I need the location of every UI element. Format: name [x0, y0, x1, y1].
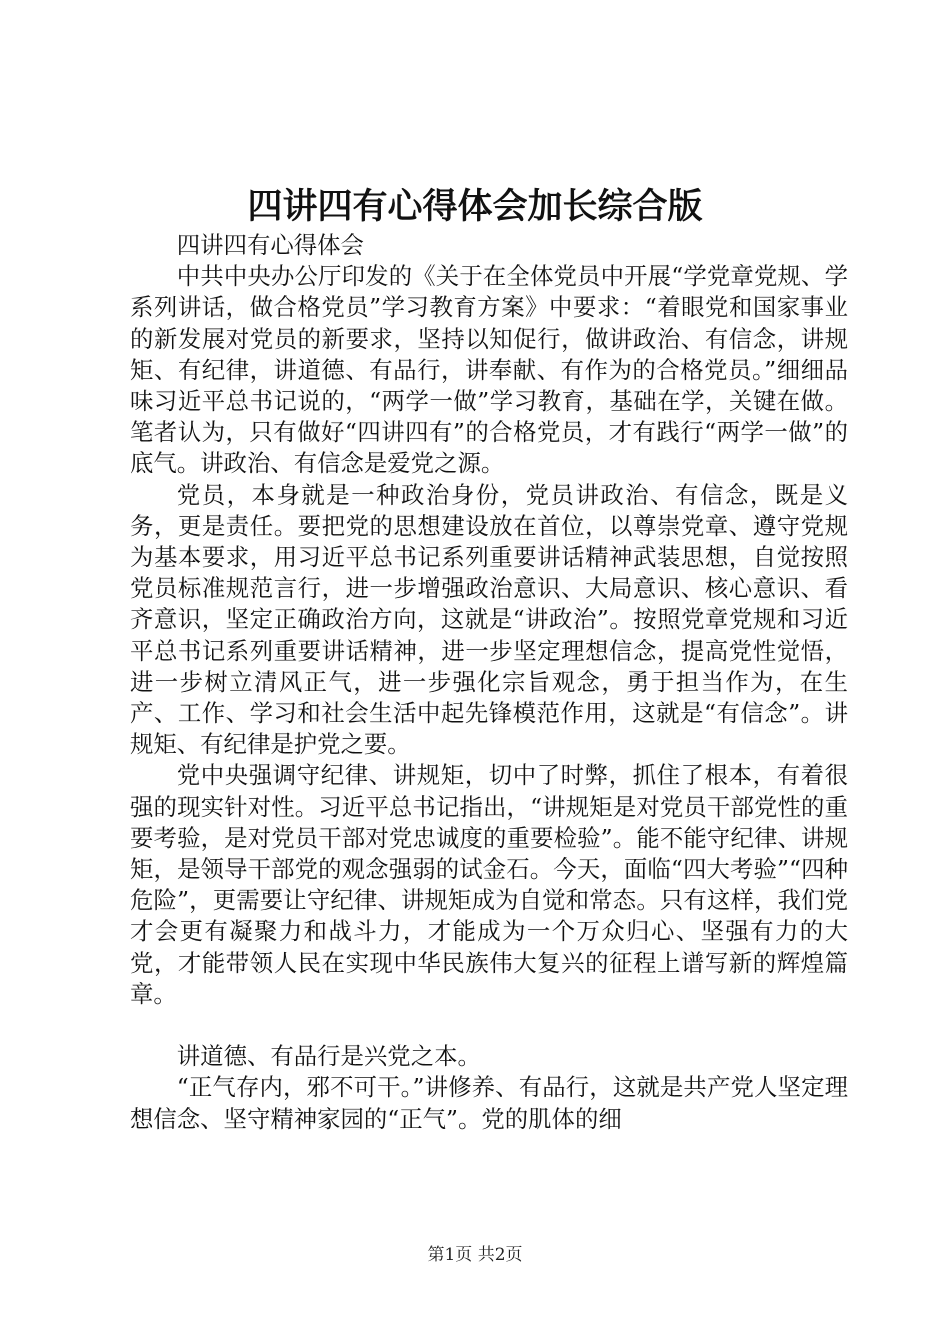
subtitle-paragraph: 四讲四有心得体会 — [176, 231, 364, 259]
body-paragraph: 党员，本身就是一种政治身份，党员讲政治、有信念，既是义务，更是责任。要把党的思想建设放在首位，以尊崇党章、遵守党规为基本要求，用习近平总书记系列重要讲话精神武装思想，自觉按照党员标准规范言行，进一步增强政治意识、大局意识、核心意识、看齐意识，坚定正确政治方向，这就是“讲政治”。按照党章党规和习近平总书记系列重要讲话精神，进一步坚定理想信念，提高党性觉悟，进一步树立清风正气，进一步强化宗旨观念，勇于担当作为，在生产、工作、学习和社会生活中起先锋模范作用，这就是“有信念”。讲规矩、有纪律是护党之要。 — [130, 480, 848, 759]
page-footer — [0, 1243, 950, 1267]
page-number: 第1页 — [427, 1245, 473, 1265]
page-total: 共2页 — [477, 1245, 523, 1265]
document-body — [130, 230, 848, 1135]
body-paragraph: “正气存内，邪不可干。”讲修养、有品行，这就是共产党人坚定理想信念、坚守精神家园的“正气”。党的肌体的细 — [130, 1073, 848, 1133]
section-heading-paragraph: 讲道德、有品行是兴党之本。 — [176, 1042, 481, 1071]
document-title: 四讲四有心得体会加长综合版 — [247, 186, 703, 227]
body-paragraph: 党中央强调守纪律、讲规矩，切中了时弊，抓住了根本，有着很强的现实针对性。习近平总书记指出，“讲规矩是对党员干部党性的重要考验，是对党员干部对党忠诚度的重要检验”。能不能守纪律、讲规矩，是领导干部党的观念强弱的试金石。今天，面临“四大考验”“四种危险”，更需要让守纪律、讲规矩成为自觉和常态。只有这样，我们党才会更有凝聚力和战斗力，才能成为一个万众归心、坚强有力的大党，才能带领人民在实现中华民族伟大复兴的征程上谱写新的辉煌篇章。 — [130, 761, 848, 1008]
body-paragraph: 中共中央办公厅印发的《关于在全体党员中开展“学党章党规、学系列讲话，做合格党员”学习教育方案》中要求：“着眼党和国家事业的新发展对党员的新要求，坚持以知促行，做讲政治、有信念，讲规矩、有纪律，讲道德、有品行，讲奉献、有作为的合格党员。”细细品味习近平总书记说的，“两学一做”学习教育，基础在学，关键在做。笔者认为，只有做好“四讲四有”的合格党员，才有践行“两学一做”的底气。讲政治、有信念是爱党之源。 — [130, 262, 848, 478]
